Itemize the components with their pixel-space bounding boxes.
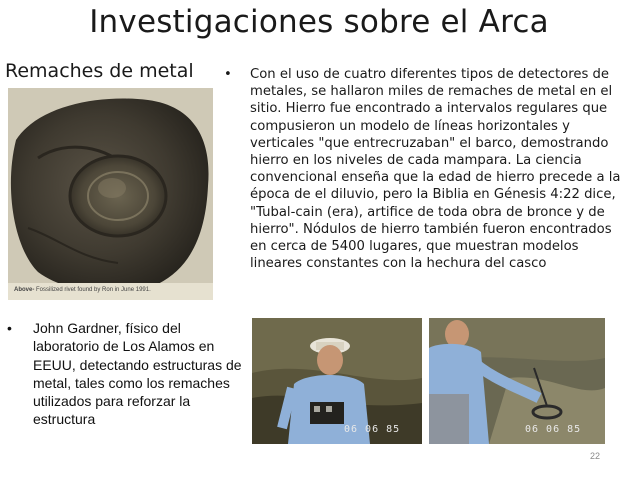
rivet-photo <box>8 88 213 300</box>
detector-photo-right <box>429 318 605 444</box>
bullet-marker: • <box>7 320 12 336</box>
bullet-john-gardner-text: John Gardner, físico del laboratorio de Los Alamos en EEUU, detectando estructuras de metal, tales como los remaches utilizados para reforzar la estructura <box>33 320 242 428</box>
page-number: 22 <box>590 451 601 461</box>
rivet-caption-text: Fossilized rivet found by Ron in June 1991. <box>34 287 151 293</box>
rivet-photo-caption <box>14 287 151 293</box>
video-timestamp-left: 06 06 85 <box>344 424 401 435</box>
slide-title: Investigaciones sobre el Arca <box>89 4 549 40</box>
slide-subtitle: Remaches de metal <box>5 60 194 82</box>
detector-photo-left <box>252 318 422 444</box>
bullet-john-gardner <box>7 319 247 429</box>
bullet-marker: • <box>224 67 232 82</box>
rivet-photo-image <box>8 88 213 300</box>
bullet-metal-detectors <box>224 66 624 272</box>
bullet-metal-detectors-text: Con el uso de cuatro diferentes tipos de detectores de metales, se hallaron miles de remaches de metal en el sitio. Hierro fue encontrado a intervalos regulares que compusieron un modelo de líneas horizontales y verticales "que entrecruzaban" el barco, demostrando hierro en los niveles de cada mampara. La ciencia convencional enseña que la edad de hierro precede a la época de el diluvio, pero la Biblia en Génesis 4:22 dice, "Tubal-cain (era), artifice de toda obra de bronce y de hierro". Nódulos de hierro también fueron encontrados en cerca de 5400 lugares, que muestran modelos lineares constantes con la hechura del casco <box>250 67 621 272</box>
rivet-caption-bold: Above- <box>14 287 35 293</box>
video-timestamp-right: 06 06 85 <box>525 424 582 435</box>
